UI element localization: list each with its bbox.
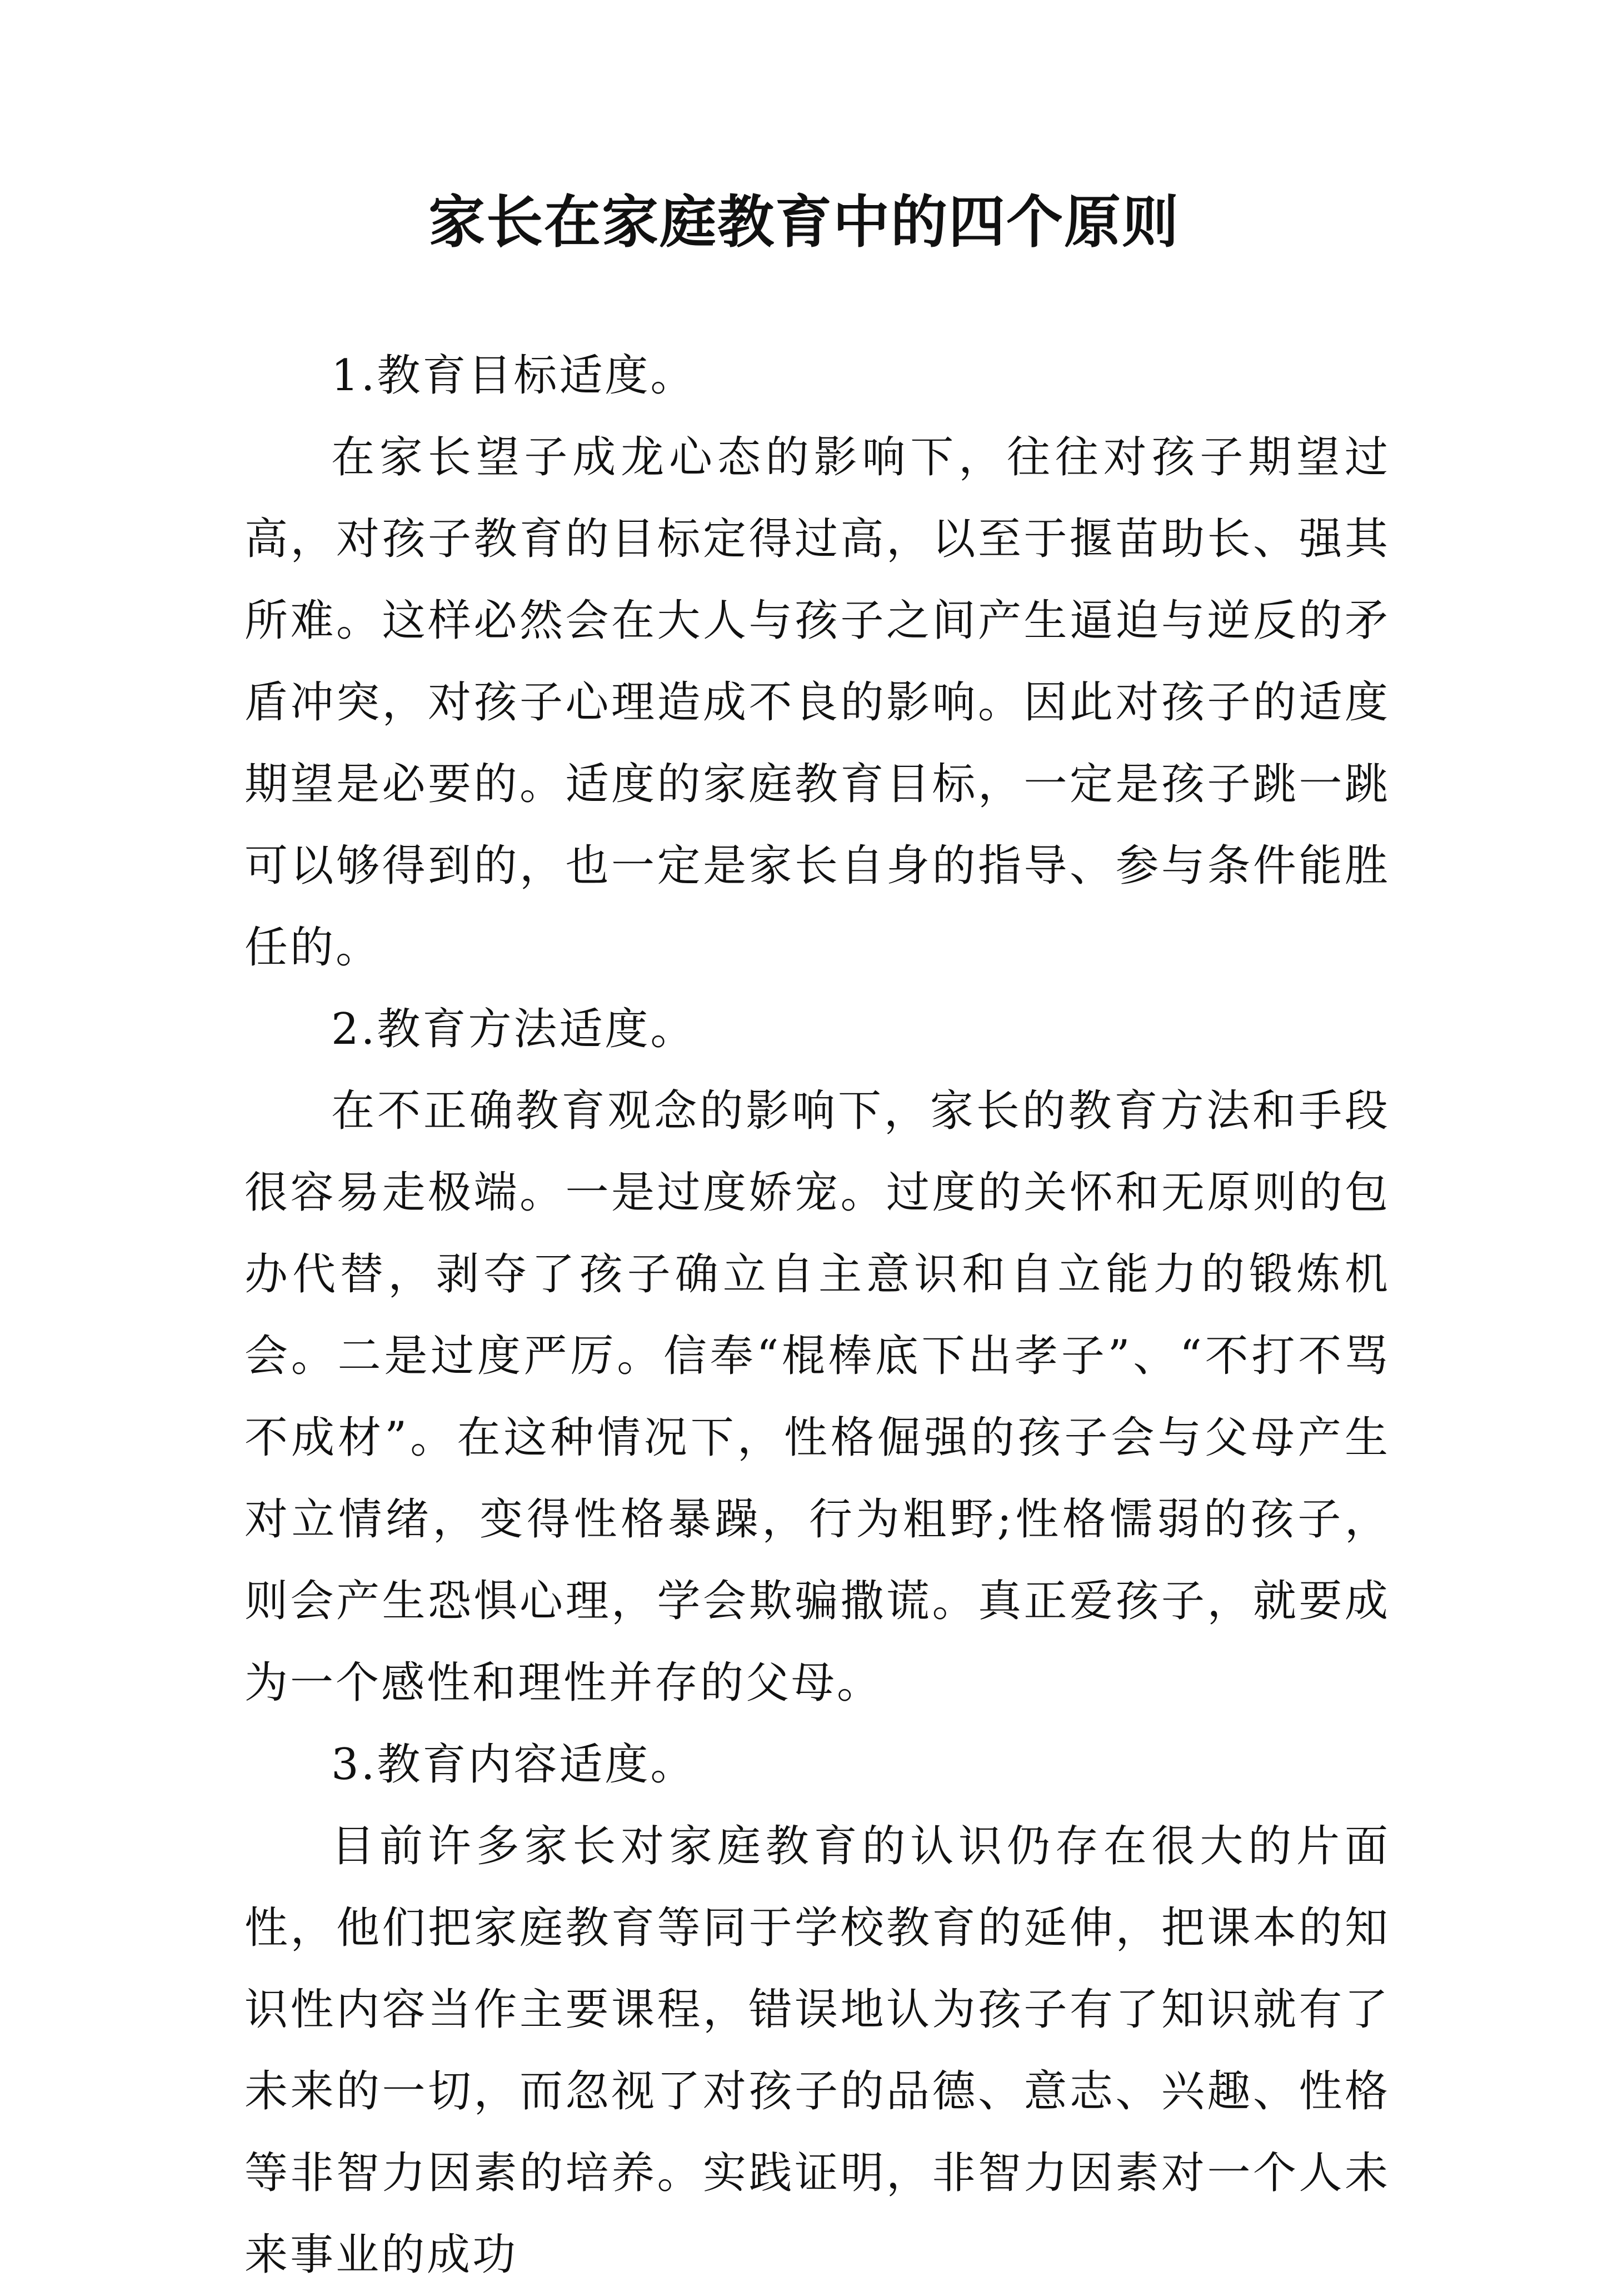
section-heading-1: 1.教育目标适度。 (331, 351, 696, 401)
document-title: 家长在家庭教育中的四个原则 (428, 189, 1180, 256)
paragraph-2: 在不正确教育观念的影响下，家长的教育方法和手段很容易走极端。一是过度娇宠。过度的关怀和无原则的包办代替，剥夺了孩子确立自主意识和自立能力的锻炼机会。二是过度严厉。信奉“棍棒底下出孝子”、“不打不骂不成材”。在这种情况下，性格倔强的孩子会与父母产生对立情绪，变得性格暴躁，行为粗野;性格懦弱的孩子，则会产生恐惧心理，学会欺骗撒谎。真正爱孩子，就要成为一个感性和理性并存的父母。 (244, 1086, 1390, 1708)
document-body (244, 335, 1390, 2296)
paragraph-3: 目前许多家长对家庭教育的认识仍存在很大的片面性，他们把家庭教育等同于学校教育的延伸，把课本的知识性内容当作主要课程，错误地认为孩子有了知识就有了未来的一切，而忽视了对孩子的品德、意志、兴趣、性格等非智力因素的培养。实践证明，非智力因素对一个人未来事业的成功 (244, 1821, 1390, 2280)
section-heading-3: 3.教育内容适度。 (331, 1740, 696, 1790)
section-heading-2: 2.教育方法适度。 (331, 1004, 696, 1054)
paragraph-1: 在家长望子成龙心态的影响下，往往对孩子期望过高，对孩子教育的目标定得过高，以至于揠苗助长、强其所难。这样必然会在大人与孩子之间产生逼迫与逆反的矛盾冲突，对孩子心理造成不良的影响。因此对孩子的适度期望是必要的。适度的家庭教育目标，一定是孩子跳一跳可以够得到的，也一定是家长自身的指导、参与条件能胜任的。 (244, 432, 1390, 973)
